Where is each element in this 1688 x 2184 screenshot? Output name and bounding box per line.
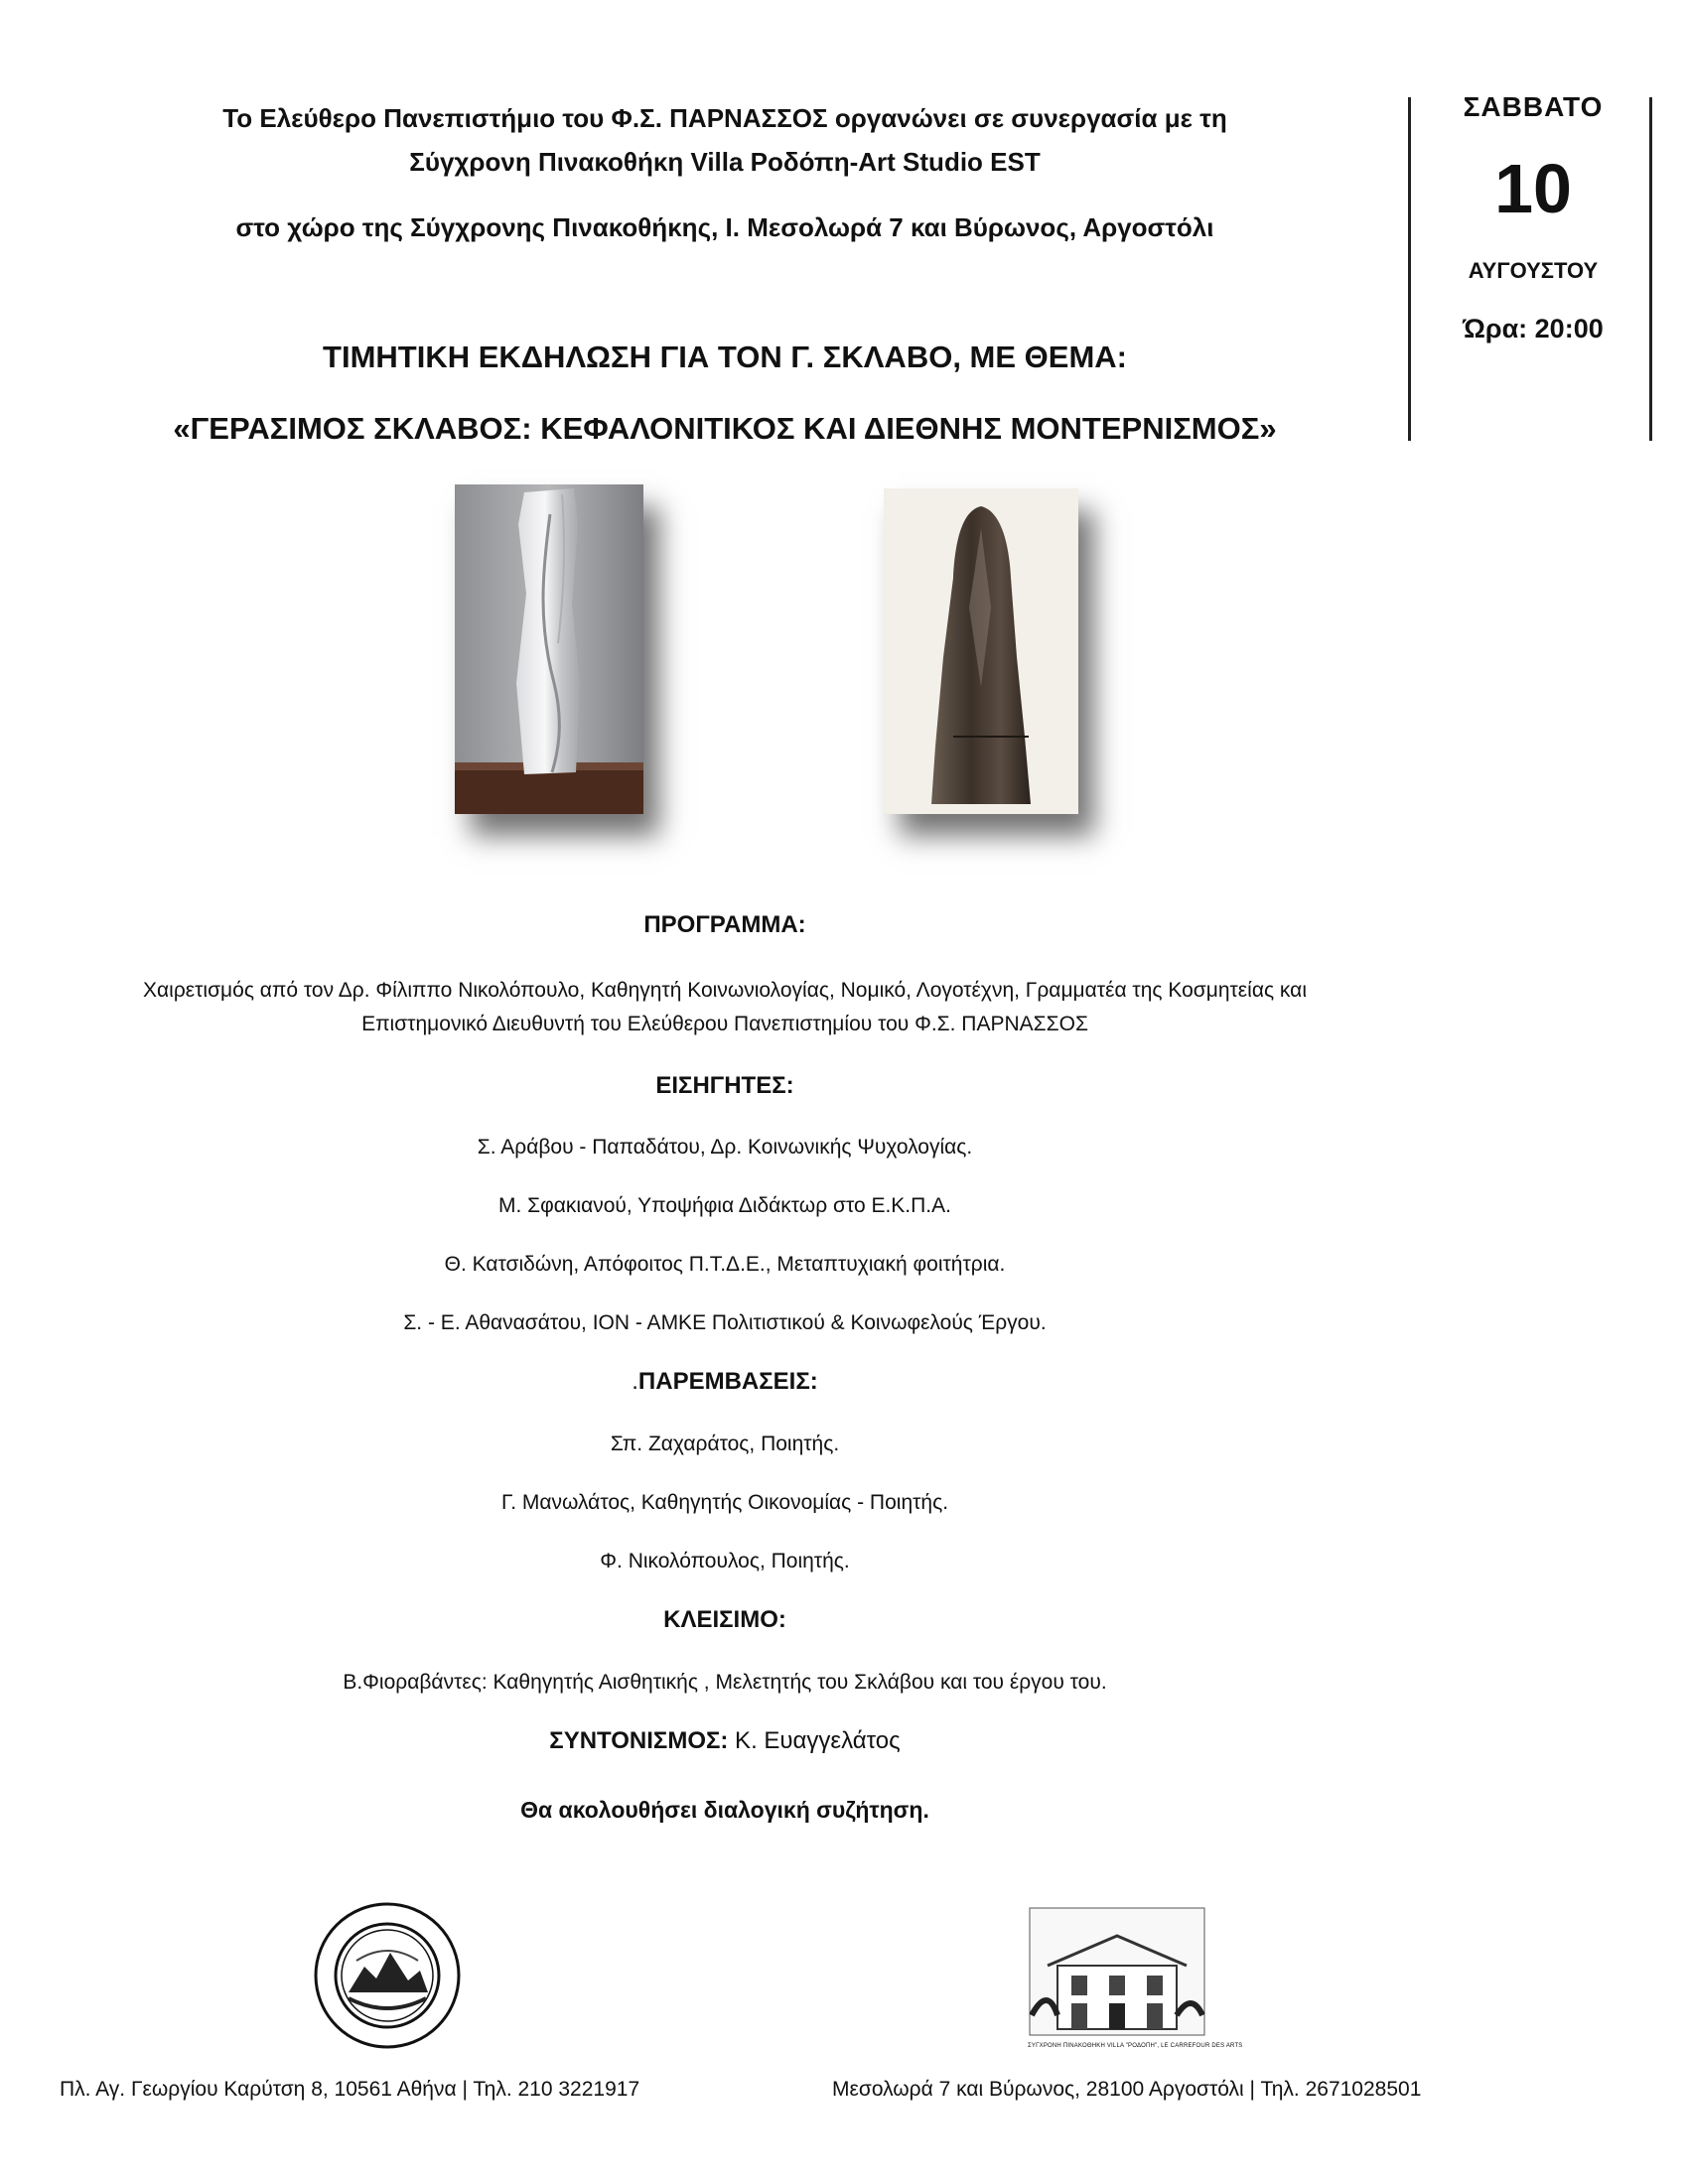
month-name: ΑΥΓΟΥΣΤΟΥ	[1468, 258, 1599, 283]
intervention-item: Φ. Νικολόπουλος, Ποιητής.	[600, 1550, 850, 1572]
speaker-item: Μ. Σφακιανού, Υποψήφια Διδάκτωρ στο Ε.Κ.Π.Α.	[498, 1194, 951, 1217]
closing-text: Β.Φιοραβάντες: Καθηγητής Αισθητικής , Μελετητής του Σκλάβου και του έργου του.	[343, 1671, 1107, 1694]
interventions-heading	[99, 1368, 1350, 1396]
header-line-2: Σύγχρονη Πινακοθήκη Villa Ροδόπη-Art Studio EST	[409, 147, 1041, 177]
event-time: Ώρα: 20:00	[1463, 314, 1604, 343]
date-rule-left	[1408, 97, 1411, 441]
day-number: 10	[1494, 150, 1572, 227]
footer-address-argostoli: Μεσολωρά 7 και Βύρωνος, 28100 Αργοστόλι | Τηλ. 2671028501	[832, 2078, 1422, 2101]
sculpture-photo-marble	[455, 484, 643, 814]
program-greeting-line-2: Επιστημονικό Διευθυντή του Ελεύθερου Πανεπιστημίου του Φ.Σ. ΠΑΡΝΑΣΣΟΣ	[361, 1013, 1088, 1035]
sculpture-marble-image	[455, 484, 643, 814]
interventions-heading-prefix: .	[632, 1368, 638, 1395]
coordination-name: Κ. Ευαγγελάτος	[728, 1727, 901, 1754]
speaker-item: Θ. Κατσιδώνη, Απόφοιτος Π.Τ.Δ.Ε., Μεταπτυχιακή φοιτήτρια.	[444, 1253, 1006, 1276]
speakers-heading: ΕΙΣΗΓΗΤΕΣ:	[655, 1072, 794, 1099]
event-title-line-2: «ΓΕΡΑΣΙΜΟΣ ΣΚΛΑΒΟΣ: ΚΕΦΑΛΟΝΙΤΙΚΟΣ ΚΑΙ ΔΙΕΘΝΗΣ ΜΟΝΤΕΡΝΙΣΜΟΣ»	[173, 411, 1277, 446]
discussion-note: Θα ακολουθήσει διαλογική συζήτηση.	[520, 1797, 929, 1823]
parnassos-seal-icon	[313, 1901, 462, 2050]
parnassos-seal-logo	[313, 1901, 462, 2050]
coordination-label: ΣΥΝΤΟΝΙΣΜΟΣ:	[549, 1727, 729, 1754]
event-title-line-1: ΤΙΜΗΤΙΚΗ ΕΚΔΗΛΩΣΗ ΓΙΑ ΤΟΝ Γ. ΣΚΛΑΒΟ, ΜΕ ΘΕΜΑ:	[323, 340, 1127, 374]
speaker-item: Σ. Αράβου - Παπαδάτου, Δρ. Κοινωνικής Ψυχολογίας.	[477, 1136, 973, 1159]
speaker-item: Σ. - Ε. Αθανασάτου, ΙΟΝ - ΑΜΚΕ Πολιτιστικού & Κοινωφελούς Έργου.	[403, 1311, 1047, 1334]
intervention-item: Σπ. Ζαχαράτος, Ποιητής.	[610, 1433, 840, 1455]
villa-rodopi-sketch-icon	[1028, 1906, 1206, 2037]
villa-rodopi-caption: ΣΥΓΧΡΟΝΗ ΠΙΝΑΚΟΘΗΚΗ VILLA "ΡΟΔΟΠΗ", LE CARREFOUR DES ARTS	[1028, 2043, 1243, 2049]
coordination-line	[99, 1727, 1350, 1755]
program-greeting-line-1: Χαιρετισμός από τον Δρ. Φίλιππο Νικολόπουλο, Καθηγητή Κοινωνιολογίας, Νομικό, Λογοτέχνη, Γραμματέα της Κοσμητείας και	[143, 979, 1307, 1002]
intervention-item: Γ. Μανωλάτος, Καθηγητής Οικονομίας - Ποιητής.	[500, 1491, 949, 1514]
interventions-heading-text: ΠΑΡΕΜΒΑΣΕΙΣ:	[637, 1368, 818, 1395]
header-line-3: στο χώρο της Σύγχρονης Πινακοθήκης, Ι. Μεσολωρά 7 και Βύρωνος, Αργοστόλι	[235, 212, 1214, 242]
header-line-1: Το Ελεύθερο Πανεπιστήμιο του Φ.Σ. ΠΑΡΝΑΣΣΟΣ οργανώνει σε συνεργασία με τη	[222, 103, 1227, 133]
day-name: ΣΑΒΒΑΤΟ	[1463, 91, 1604, 122]
sculpture-bronze-image	[884, 488, 1078, 814]
villa-rodopi-logo	[1028, 1906, 1243, 2053]
footer-address-athens: Πλ. Αγ. Γεωργίου Καρύτση 8, 10561 Αθήνα | Τηλ. 210 3221917	[60, 2078, 640, 2101]
program-heading: ΠΡΟΓΡΑΜΜΑ:	[643, 911, 806, 938]
sculpture-photo-bronze	[884, 488, 1078, 814]
closing-heading: ΚΛΕΙΣΙΜΟ:	[663, 1606, 786, 1633]
